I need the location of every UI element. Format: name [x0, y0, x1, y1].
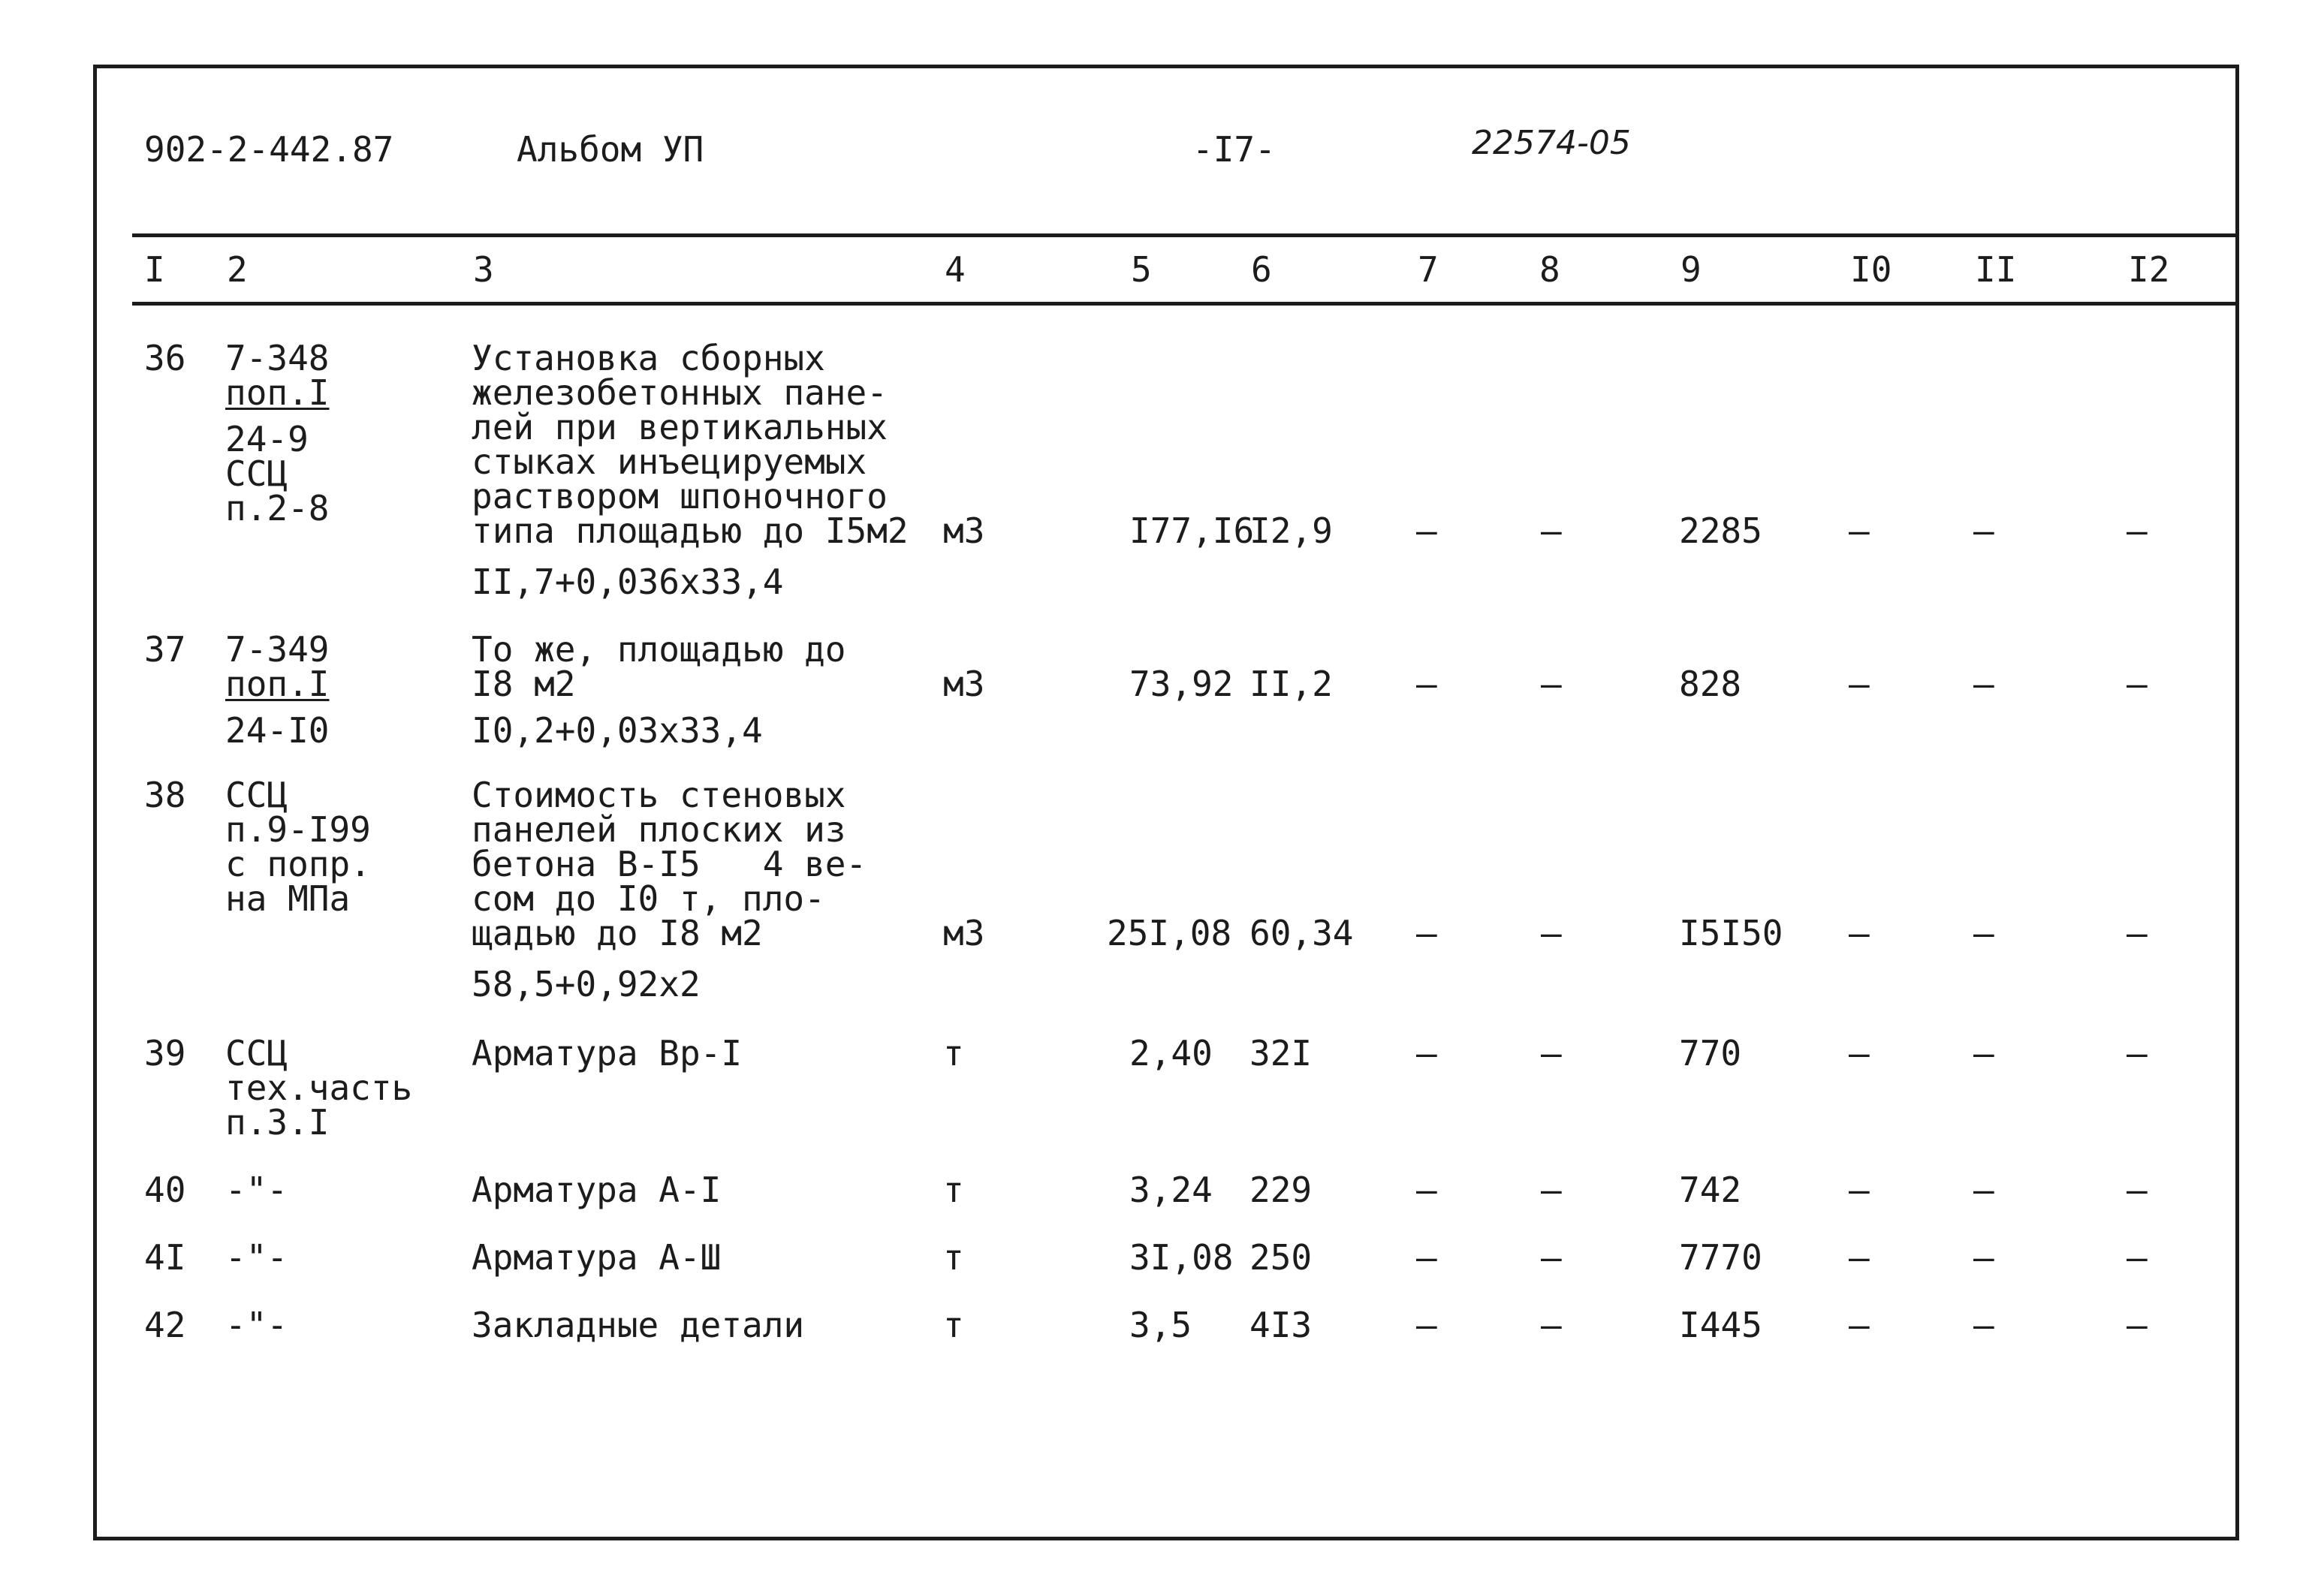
row-code: ССЦ тех.часть п.3.I	[225, 1033, 413, 1143]
row-col-11: –	[1973, 664, 1994, 704]
page-frame-top	[93, 65, 2239, 68]
row-unit: м3	[943, 664, 985, 704]
row-code: ССЦ п.9-I99 с попр. на МПа	[225, 775, 371, 919]
col-header-5: 5	[1131, 249, 1152, 290]
col-header-4: 4	[945, 249, 966, 290]
row-col-7: –	[1416, 1170, 1437, 1210]
row-number: 37	[144, 629, 186, 670]
row-col-7: –	[1416, 1033, 1437, 1074]
row-code-line: 24-I0	[225, 710, 330, 751]
row-col-8: –	[1541, 664, 1562, 704]
row-code-line: 7-348	[225, 338, 330, 378]
row-description: Установка сборных железобетонных пане- лей при вертикальных стыках инъецируемых раствором шпоночного типа площадью до I5м2	[472, 338, 909, 551]
row-code: -"-	[225, 1170, 288, 1210]
row-col-5: 3,5	[1129, 1305, 1192, 1345]
row-code-line: поп.I	[225, 372, 330, 413]
row-code: -"-	[225, 1237, 288, 1278]
page-number: -I7-	[1192, 129, 1276, 170]
col-header-10: I0	[1850, 249, 1892, 290]
row-code-line: ССЦ	[225, 453, 288, 494]
row-col-11: –	[1973, 913, 1994, 953]
row-col-12: –	[2127, 510, 2148, 551]
col-header-12: I2	[2128, 249, 2170, 290]
row-col-10: –	[1849, 1237, 1870, 1278]
row-col-8: –	[1541, 1237, 1562, 1278]
row-col-12: –	[2127, 1305, 2148, 1345]
row-col-7: –	[1416, 1237, 1437, 1278]
col-header-3: 3	[473, 249, 494, 290]
row-col-8: –	[1541, 510, 1562, 551]
row-unit: м3	[943, 913, 985, 953]
row-formula: II,7+0,036x33,4	[472, 562, 784, 602]
row-col-8: –	[1541, 1033, 1562, 1074]
col-header-6: 6	[1251, 249, 1272, 290]
col-header-1: I	[144, 249, 165, 290]
row-col-6: 4I3	[1249, 1305, 1313, 1345]
row-col-10: –	[1849, 1170, 1870, 1210]
doc-code: 902-2-442.87	[144, 129, 394, 170]
row-description: Арматура Вр-I	[472, 1033, 743, 1074]
row-col-6: I2,9	[1249, 510, 1333, 551]
row-description: Арматура А-Ш	[472, 1237, 722, 1278]
col-header-7: 7	[1418, 249, 1439, 290]
page-frame-left	[93, 65, 97, 1540]
row-code-line: 7-349	[225, 629, 330, 670]
page-frame-right	[2235, 65, 2239, 1540]
row-col-8: –	[1541, 913, 1562, 953]
row-col-11: –	[1973, 1305, 1994, 1345]
album-label: Альбом УП	[517, 129, 704, 170]
row-col-6: 229	[1249, 1170, 1313, 1210]
row-col-5: 2,40	[1129, 1033, 1213, 1074]
row-col-9: 7770	[1679, 1237, 1762, 1278]
row-unit: т	[943, 1237, 964, 1278]
row-col-6: II,2	[1249, 664, 1333, 704]
row-col-12: –	[2127, 1033, 2148, 1074]
row-unit: т	[943, 1033, 964, 1074]
row-formula: I0,2+0,03x33,4	[472, 710, 763, 751]
row-col-6: 60,34	[1249, 913, 1354, 953]
row-col-9: 2285	[1679, 510, 1762, 551]
row-number: 40	[144, 1170, 186, 1210]
row-unit: м3	[943, 510, 985, 551]
header-rule-top	[132, 233, 2239, 237]
page-frame-bottom	[93, 1537, 2239, 1540]
row-unit: т	[943, 1305, 964, 1345]
row-description: Закладные детали	[472, 1305, 805, 1345]
row-col-10: –	[1849, 664, 1870, 704]
header-rule-bottom	[132, 302, 2239, 306]
row-col-5: 73,92	[1129, 664, 1234, 704]
row-col-11: –	[1973, 1170, 1994, 1210]
row-col-8: –	[1541, 1170, 1562, 1210]
row-col-10: –	[1849, 913, 1870, 953]
row-col-9: 828	[1679, 664, 1742, 704]
row-description: Арматура А-I	[472, 1170, 722, 1210]
row-col-12: –	[2127, 913, 2148, 953]
row-col-7: –	[1416, 664, 1437, 704]
col-header-2: 2	[227, 249, 248, 290]
row-col-12: –	[2127, 664, 2148, 704]
row-number: 4I	[144, 1237, 186, 1278]
row-col-10: –	[1849, 510, 1870, 551]
row-col-5: 25I,08	[1107, 913, 1232, 953]
row-col-9: 742	[1679, 1170, 1742, 1210]
row-col-12: –	[2127, 1237, 2148, 1278]
row-code-line: поп.I	[225, 664, 330, 704]
row-col-9: I445	[1679, 1305, 1762, 1345]
row-col-12: –	[2127, 1170, 2148, 1210]
row-code-line: 24-9	[225, 419, 309, 459]
row-col-7: –	[1416, 1305, 1437, 1345]
row-col-8: –	[1541, 1305, 1562, 1345]
row-col-9: 770	[1679, 1033, 1742, 1074]
row-col-11: –	[1973, 510, 1994, 551]
row-col-10: –	[1849, 1305, 1870, 1345]
col-header-11: II	[1975, 249, 2017, 290]
row-number: 36	[144, 338, 186, 378]
row-formula: 58,5+0,92x2	[472, 964, 701, 1004]
row-col-11: –	[1973, 1033, 1994, 1074]
row-col-5: I77,I6	[1129, 510, 1255, 551]
row-col-11: –	[1973, 1237, 1994, 1278]
col-header-8: 8	[1539, 249, 1560, 290]
col-header-9: 9	[1681, 249, 1702, 290]
row-col-7: –	[1416, 510, 1437, 551]
row-col-6: 32I	[1249, 1033, 1313, 1074]
row-col-9: I5I50	[1679, 913, 1783, 953]
row-col-5: 3I,08	[1129, 1237, 1234, 1278]
row-description: Стоимость стеновых панелей плоских из бетона В-I5 4 ве- сом до I0 т, пло- щадью до I8 м2	[472, 775, 867, 953]
row-col-7: –	[1416, 913, 1437, 953]
row-description: То же, площадью до I8 м2	[472, 629, 846, 704]
inventory-number: 22574-05	[1472, 124, 1631, 162]
row-col-6: 250	[1249, 1237, 1313, 1278]
row-code-line: п.2-8	[225, 488, 330, 528]
row-number: 38	[144, 775, 186, 815]
row-col-5: 3,24	[1129, 1170, 1213, 1210]
row-number: 42	[144, 1305, 186, 1345]
row-code: -"-	[225, 1305, 288, 1345]
row-number: 39	[144, 1033, 186, 1074]
row-unit: т	[943, 1170, 964, 1210]
row-col-10: –	[1849, 1033, 1870, 1074]
